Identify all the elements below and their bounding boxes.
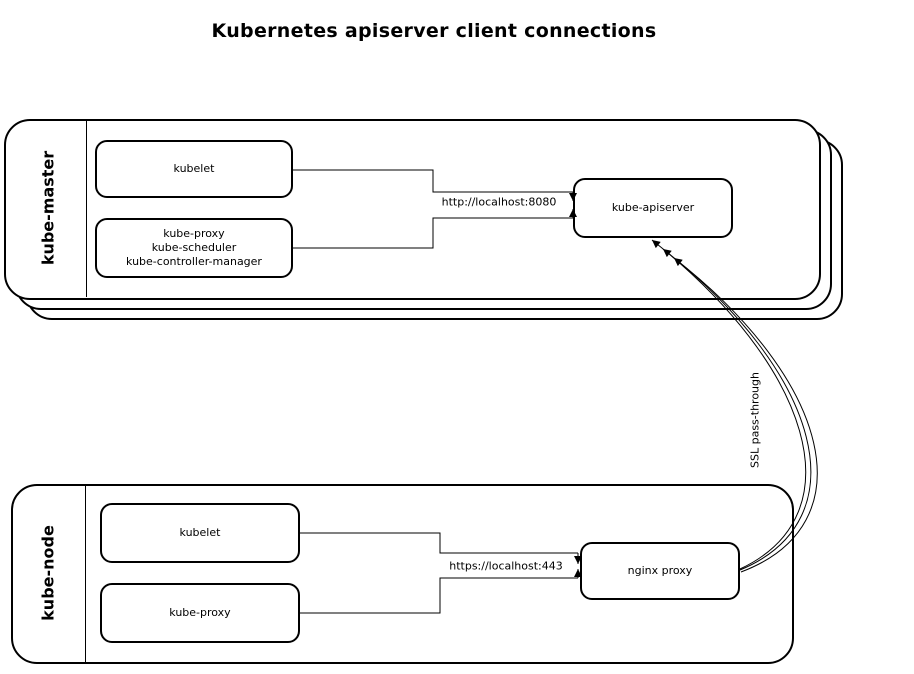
diagram-title: Kubernetes apiserver client connections: [211, 20, 657, 42]
edge-label-ssl-pass-through: SSL pass-through: [748, 372, 762, 468]
kube-apiserver-node: [573, 178, 733, 238]
master-kubelet-node: [95, 140, 293, 198]
node-kubelet-node: [100, 503, 300, 563]
master-service-label-kube-scheduler: kube-scheduler: [151, 241, 237, 254]
master-service-label-kube-proxy: kube-proxy: [163, 227, 225, 240]
node-kubelet-label: kubelet: [179, 526, 221, 539]
edge-label-http-localhost-8080: http://localhost:8080: [441, 195, 557, 209]
master-group-divider: [86, 121, 87, 297]
master-service-label-kube-controller-manager: kube-controller-manager: [126, 255, 262, 268]
kube-apiserver-label: kube-apiserver: [611, 201, 695, 214]
node-kube-proxy-node: [100, 583, 300, 643]
nginx-proxy-label: nginx proxy: [627, 564, 693, 577]
master-group-label: kube-master: [38, 150, 58, 266]
nginx-proxy-node: [580, 542, 740, 600]
node-group-divider: [85, 486, 86, 662]
master-kubelet-label: kubelet: [173, 162, 215, 175]
node-group-label: kube-node: [38, 525, 58, 621]
node-kube-proxy-label: kube-proxy: [169, 606, 231, 619]
edge-label-https-localhost-443: https://localhost:443: [449, 559, 563, 573]
master-services-node: [95, 218, 293, 278]
